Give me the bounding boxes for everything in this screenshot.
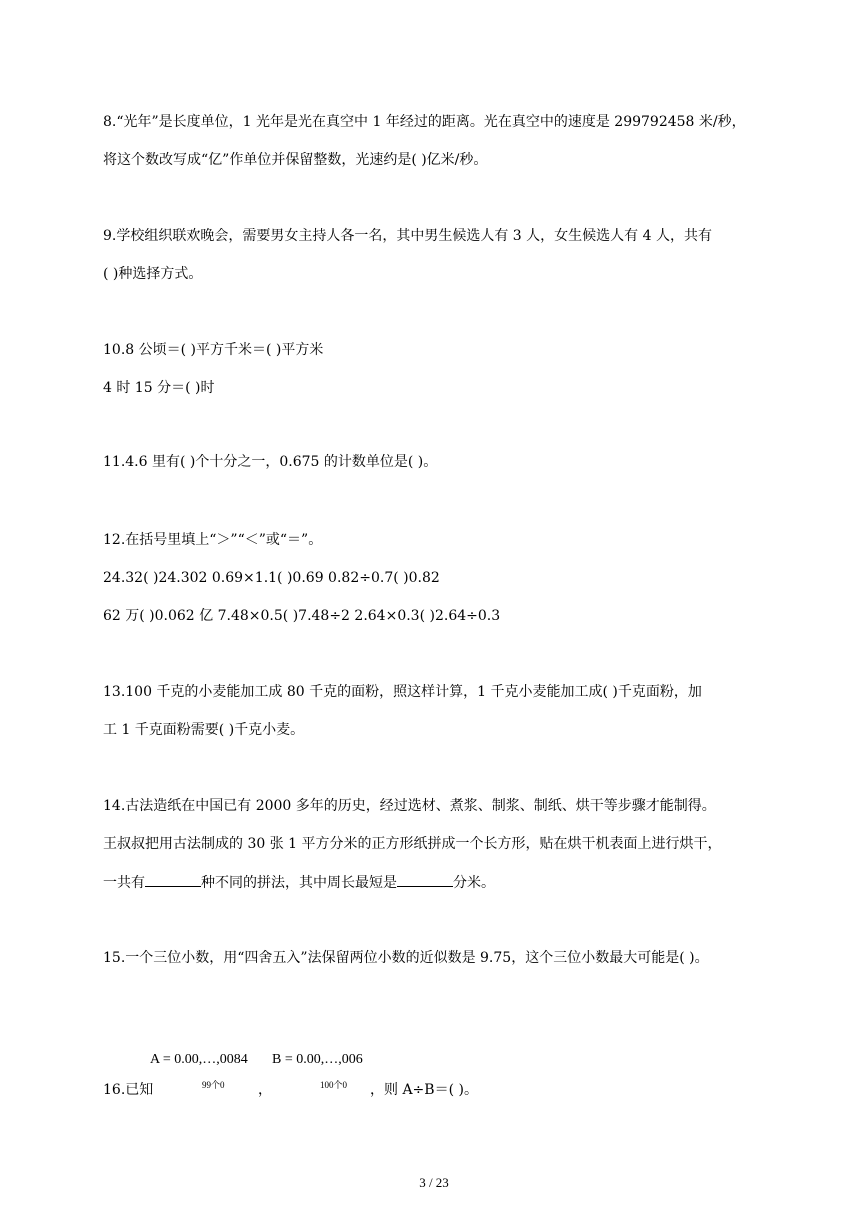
formula-a: A = 0.00,…,0084: [150, 1052, 248, 1067]
q10-line-2: 4 时 15 分＝( )时: [103, 380, 215, 396]
answer-blank-2[interactable]: [397, 872, 453, 887]
formula-a-subscript: 99个0: [202, 1080, 225, 1090]
q13-line-2: 工 1 千克面粉需要( )千克小麦。: [103, 722, 305, 738]
q9-line-1: 9.学校组织联欢晚会，需要男女主持人各一名，其中男生候选人有 3 人，女生候选人有 4 人，共有: [103, 228, 712, 244]
q12-line-2: 24.32( )24.302 0.69×1.1( )0.69 0.82÷0.7( )0.82: [103, 570, 440, 586]
q16-comma: ，: [258, 1082, 272, 1098]
q15-line-1: 15.一个三位小数，用“四舍五入”法保留两位小数的近似数是 9.75，这个三位小数最大可能是( )。: [103, 950, 709, 966]
q14-line-3-start: 一共有: [103, 875, 145, 891]
q14-line-3: [103, 872, 495, 893]
q8-line-1: 8.“光年”是长度单位，1 光年是光在真空中 1 年经过的距离。光在真空中的速度是 299792458 米/秒，: [103, 114, 746, 130]
q16-lead: 16.已知: [103, 1082, 154, 1098]
q14-line-2: 王叔叔把用古法制成的 30 张 1 平方分米的正方形纸拼成一个长方形，贴在烘干机表面上进行烘干，: [103, 836, 722, 852]
q10-line-1: 10.8 公顷＝( )平方千米＝( )平方米: [103, 342, 324, 358]
q8-line-2: 将这个数改写成“亿”作单位并保留整数，光速约是( )亿米/秒。: [103, 152, 488, 168]
q11-line-1: 11.4.6 里有( )个十分之一，0.675 的计数单位是( )。: [103, 454, 438, 470]
q14-line-3-end: 分米。: [453, 875, 495, 891]
q16-tail: ，则 A÷B＝( )。: [370, 1082, 478, 1098]
q12-line-3: 62 万( )0.062 亿 7.48×0.5( )7.48÷2 2.64×0.3( )2.64÷0.3: [103, 608, 501, 624]
q14-line-1: 14.古法造纸在中国已有 2000 多年的历史，经过选材、煮浆、制浆、制纸、烘干等步骤才能制得。: [103, 798, 716, 814]
page-number: 3 / 23: [419, 1175, 449, 1190]
answer-blank-1[interactable]: [145, 872, 201, 887]
q13-line-1: 13.100 千克的小麦能加工成 80 千克的面粉，照这样计算，1 千克小麦能加工成( )千克面粉，加: [103, 684, 702, 700]
formula-b: B = 0.00,…,006: [272, 1052, 363, 1067]
formula-b-subscript: 100个0: [320, 1080, 348, 1090]
q9-line-2: ( )种选择方式。: [103, 266, 203, 282]
q12-line-1: 12.在括号里填上“＞”“＜”或“＝”。: [103, 532, 323, 548]
q14-line-3-middle: 种不同的拼法，其中周长最短是: [201, 875, 397, 891]
